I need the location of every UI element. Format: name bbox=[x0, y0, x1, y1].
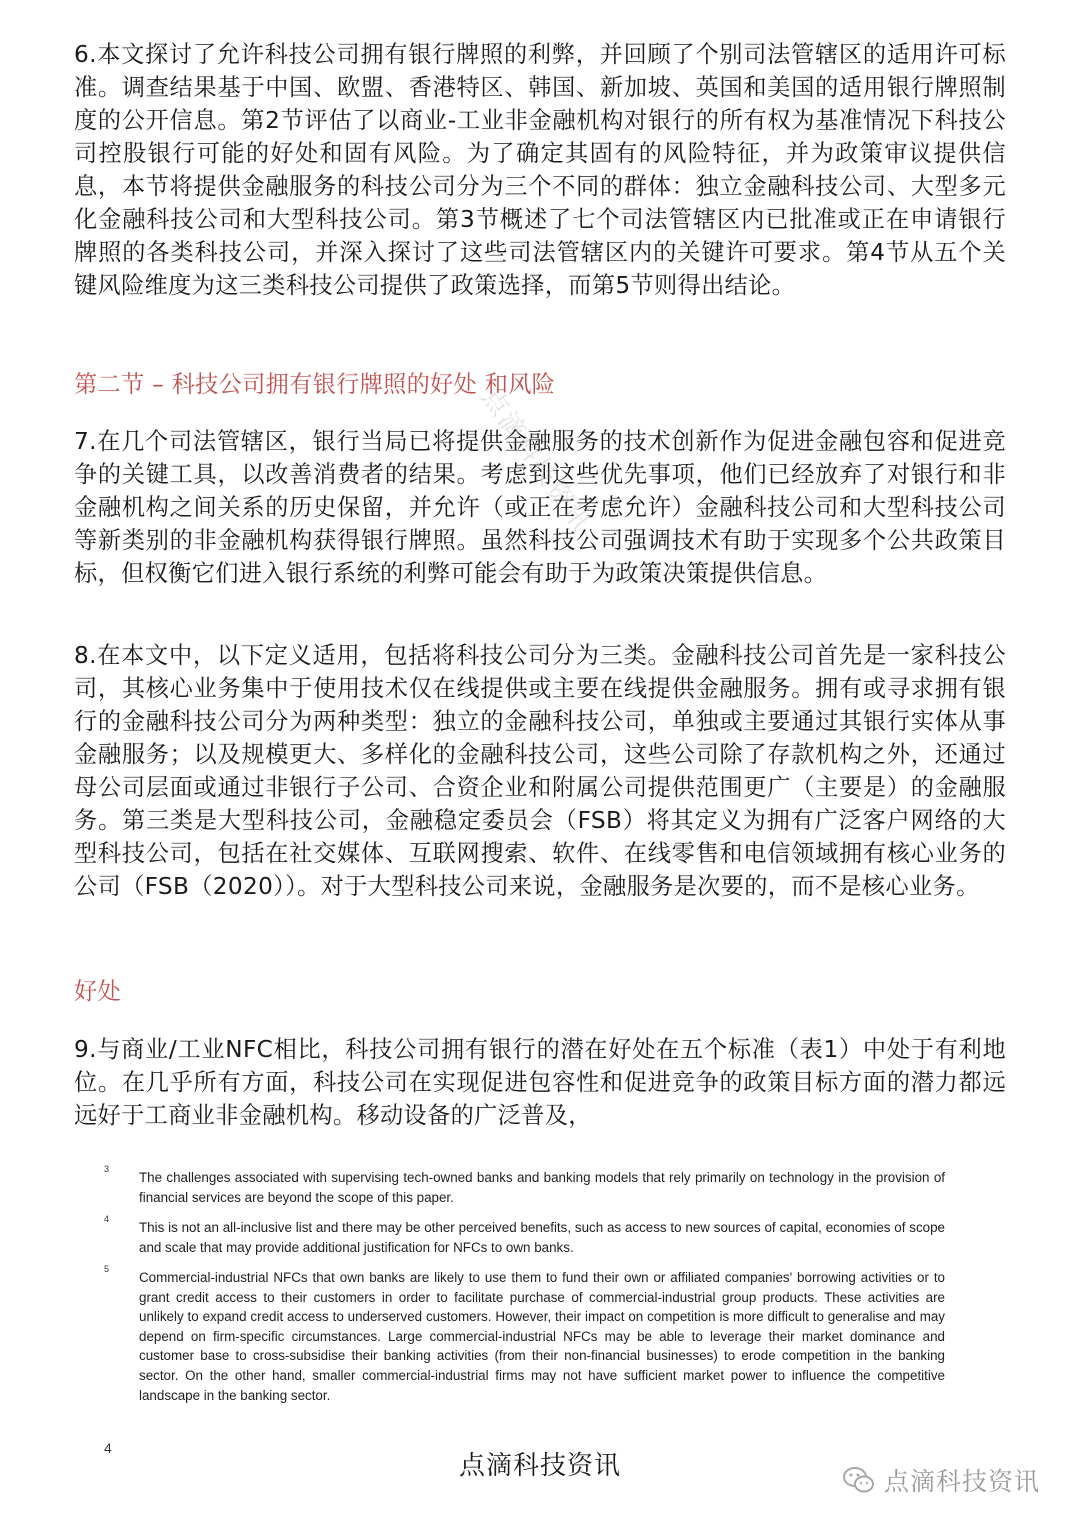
brand-watermark bbox=[842, 1460, 1040, 1500]
paragraph-9: 9.与商业/工业NFC相比，科技公司拥有银行的潜在好处在五个标准（表1）中处于有利地位。在几乎所有方面，科技公司在实现促进包容性和促进竞争的政策目标方面的潜力都远远好于工商业非金融机构。移动设备的广泛普及， bbox=[74, 1036, 1006, 1129]
page-number: 4 bbox=[104, 1440, 112, 1456]
section-2-heading: 第二节 – 科技公司拥有银行牌照的好处 和风险 bbox=[74, 371, 556, 398]
paragraph-7: 7.在几个司法管辖区，银行当局已将提供金融服务的技术创新作为促进金融包容和促进竞争的关键工具，以改善消费者的结果。考虑到这些优先事项，他们已经放弃了对银行和非金融机构之间关系的历史保留，并允许（或正在考虑允许）金融科技公司和大型科技公司等新类别的非金融机构获得银行牌照。虽然科技公司强调技术有助于实现多个公共政策目标，但权衡它们进入银行系统的利弊可能会有助于为政策决策提供信息。 bbox=[74, 428, 1006, 587]
paragraph-6: 6.本文探讨了允许科技公司拥有银行牌照的利弊，并回顾了个别司法管辖区的适用许可标准。调查结果基于中国、欧盟、香港特区、韩国、新加坡、英国和美国的适用银行牌照制度的公开信息。第2节评估了以商业-工业非金融机构对银行的所有权为基准情况下科技公司控股银行可能的好处和固有风险。为了确定其固有的风险特征，并为政策审议提供信息，本节将提供金融服务的科技公司分为三个不同的群体：独立金融科技公司、大型多元化金融科技公司和大型科技公司。第3节概述了七个司法管辖区内已批准或正在申请银行牌照的各类科技公司，并深入探讨了这些司法管辖区内的关键许可要求。第4节从五个关键风险维度为这三类科技公司提供了政策选择，而第5节则得出结论。 bbox=[74, 41, 1006, 299]
watermark: 点滴科技资讯 bbox=[475, 383, 597, 539]
footnote-text: This is not an all-inclusive list and there may be other perceived benefits, such as access to new sources of capital, economies of scope and scale that may provide additional justification for NFCs to own banks. bbox=[139, 1220, 945, 1255]
benefits-heading: 好处 bbox=[74, 978, 121, 1005]
footnote-number: 4 bbox=[104, 1214, 110, 1224]
footer-title: 点滴科技资讯 bbox=[458, 1451, 621, 1481]
footnote-text: The challenges associated with supervising tech-owned banks and banking models that rely primarily on technology in the provision of financial services are beyond the scope of this paper. bbox=[139, 1170, 945, 1205]
brand-name: 点滴科技资讯 bbox=[884, 1467, 1041, 1496]
paragraph-8: 8.在本文中，以下定义适用，包括将科技公司分为三类。金融科技公司首先是一家科技公司，其核心业务集中于使用技术仅在线提供或主要在线提供金融服务。拥有或寻求拥有银行的金融科技公司分为两种类型：独立的金融科技公司，单独或主要通过其银行实体从事金融服务；以及规模更大、多样化的金融科技公司，这些公司除了存款机构之外，还通过母公司层面或通过非银行子公司、合资企业和附属公司提供范围更广（主要是）的金融服务。第三类是大型科技公司，金融稳定委员会（FSB）将其定义为拥有广泛客户网络的大型科技公司，包括在社交媒体、互联网搜索、软件、在线零售和电信领域拥有核心业务的公司（FSB（2020））。对于大型科技公司来说，金融服务是次要的，而不是核心业务。 bbox=[74, 642, 1006, 900]
footnote-text: Commercial-industrial NFCs that own banks are likely to use them to fund their own or affiliated companies' borrowing activities or to grant credit access to their customers in order to facilitate purchase of commercial-industrial group products. These activities are unlikely to expand credit access to underserved customers. However, their impact on competition is more difficult to generalise and may depend on firm-specific circumstances. Large commercial-industrial NFCs may be able to leverage their market dominance and customer base to cross-subsidise their banking activities (from their non-financial businesses) to erode competition in the banking sector. On the other hand, smaller commercial-industrial firms may not have sufficient market power to influence the competitive landscape in the banking sector. bbox=[139, 1270, 945, 1403]
wechat-icon bbox=[842, 1465, 876, 1495]
footnote-number: 5 bbox=[104, 1264, 110, 1274]
footnote-number: 3 bbox=[104, 1164, 110, 1174]
